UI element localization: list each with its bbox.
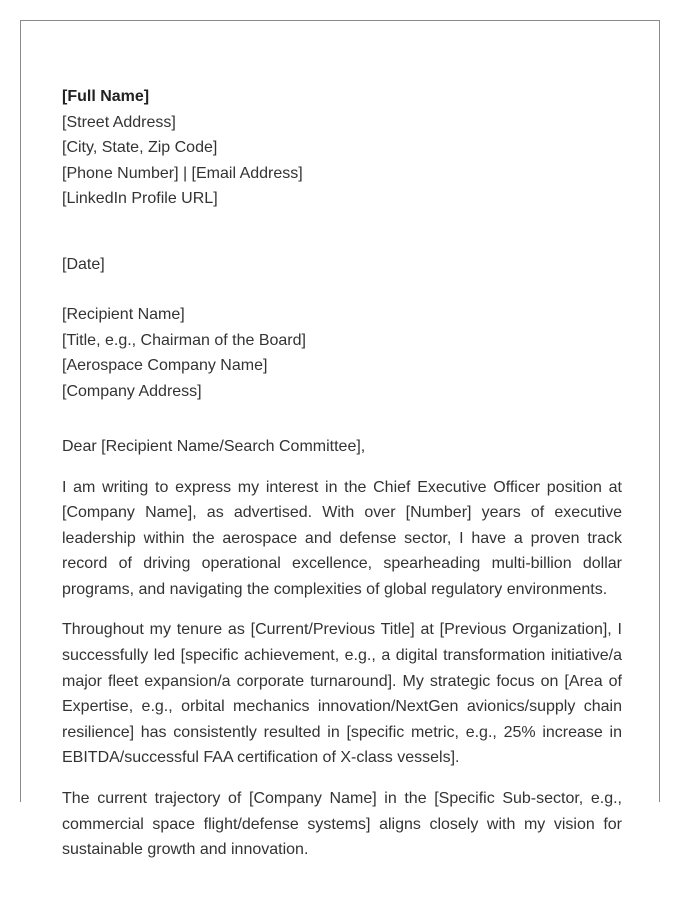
sender-street: [Street Address] xyxy=(62,113,176,131)
sender-block xyxy=(62,84,622,212)
recipient-title: [Title, e.g., Chairman of the Board] xyxy=(62,331,306,349)
sender-linkedin: [LinkedIn Profile URL] xyxy=(62,190,218,207)
body-paragraph-1: I am writing to express my interest in the Chief Executive Officer position at [Company Name], as advertised. With over [Number] years of executive leadership within the aerospace and defense sector, I have a proven track record of driving operational excellence, spearheading multi-billion dollar programs, and navigating the complexities of global regulatory environments. xyxy=(62,478,622,598)
letter-page xyxy=(20,20,660,859)
sender-city: [City, State, Zip Code] xyxy=(62,139,218,156)
recipient-address: [Company Address] xyxy=(62,382,202,400)
recipient-block xyxy=(62,302,622,404)
body-paragraph-3: The current trajectory of [Company Name] in the [Specific Sub-sector, e.g., commercial space flight/defense systems] aligns closely with my vision for sustainable growth and innovation. xyxy=(62,790,622,859)
sender-name: [Full Name] xyxy=(62,88,150,105)
letter-content xyxy=(62,84,622,863)
recipient-name: [Recipient Name] xyxy=(62,306,185,323)
body-paragraph-2: Throughout my tenure as [Current/Previous Title] at [Previous Organization], I successfully led [specific achievement, e.g., a digital transformation initiative/a major fleet expansion/a corporate turnaround]. My strategic focus on [Area of Expertise, e.g., orbital mechanics innovation/NextGen avionics/supply chain resilience] has consistently resulted in [specific metric, e.g., 25% increase in EBITDA/successful FAA certification of X-class vessels]. xyxy=(62,621,622,767)
sender-contact: [Phone Number] | [Email Address] xyxy=(62,164,303,182)
recipient-company: [Aerospace Company Name] xyxy=(62,357,268,374)
letter-date: [Date] xyxy=(62,255,105,273)
salutation: Dear [Recipient Name/Search Committee], xyxy=(62,438,366,455)
